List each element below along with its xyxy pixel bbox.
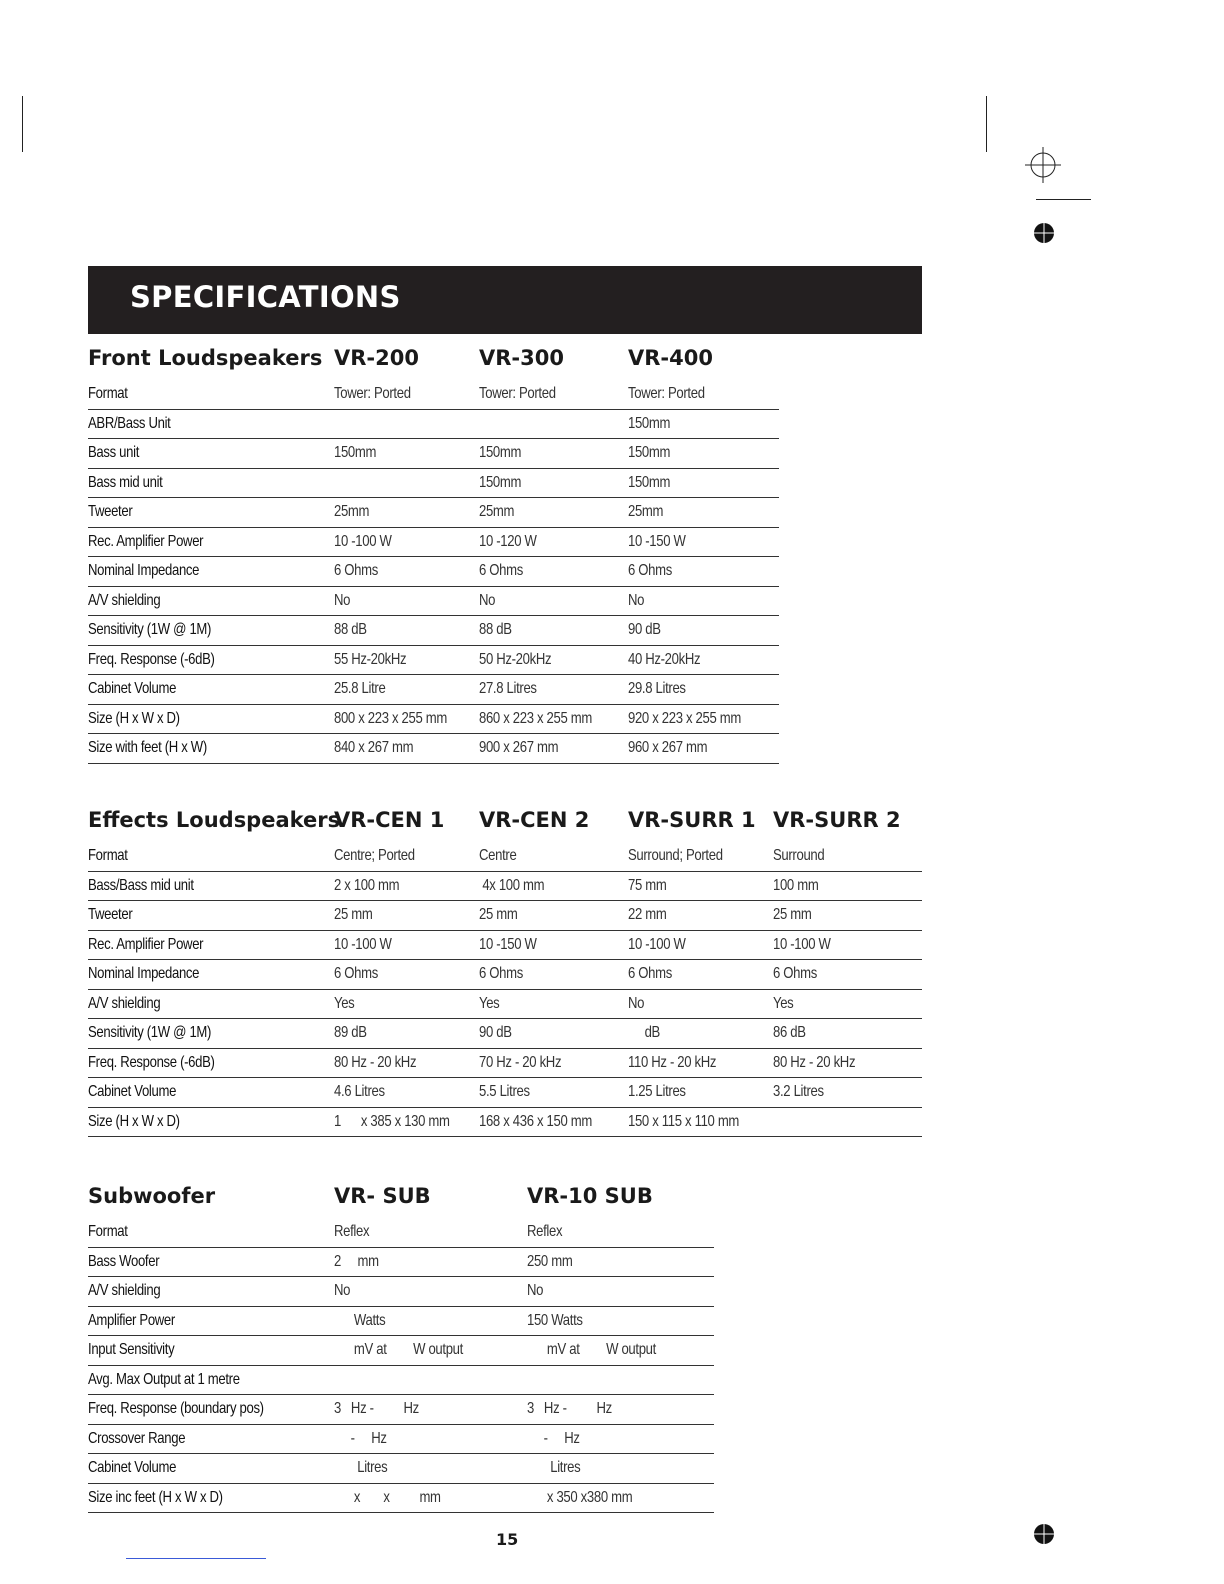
spec-value: 80 Hz - 20 kHz <box>334 1053 417 1071</box>
footer-rule <box>126 1558 266 1559</box>
table-row <box>88 1049 922 1079</box>
spec-value: 90 dB <box>628 621 661 638</box>
spec-value: 89 dB <box>334 1024 367 1041</box>
spec-value: 150mm <box>628 414 671 432</box>
registration-dot-icon-bottom <box>1033 1523 1055 1545</box>
spec-value: 100 mm <box>773 876 819 894</box>
table-row <box>88 675 779 705</box>
model-header: VR-CEN 1 <box>334 808 445 832</box>
table-row <box>88 410 779 440</box>
spec-value: 10 -100 W <box>773 935 831 953</box>
table-row <box>88 1078 922 1108</box>
table-row <box>88 1108 922 1138</box>
spec-label: Input Sensitivity <box>88 1341 175 1358</box>
spec-value: 6 Ohms <box>334 965 378 982</box>
spec-value: No <box>334 591 351 609</box>
spec-value: 80 Hz - 20 kHz <box>773 1053 856 1071</box>
model-header: VR- SUB <box>334 1184 431 1208</box>
spec-label: Format <box>88 1223 128 1240</box>
spec-label: Bass unit <box>88 444 140 461</box>
spec-label: Cabinet Volume <box>88 680 177 697</box>
spec-value: 6 Ohms <box>628 562 672 579</box>
table-row <box>88 1454 714 1484</box>
spec-label: Nominal Impedance <box>88 965 200 982</box>
spec-value: mV at W output <box>334 1341 463 1358</box>
spec-value: 10 -100 W <box>628 935 686 953</box>
table-row <box>88 1218 714 1248</box>
spec-label: A/V shielding <box>88 994 161 1012</box>
spec-label: Cabinet Volume <box>88 1459 177 1476</box>
spec-label: Sensitivity (1W @ 1M) <box>88 1024 212 1041</box>
spec-value: 3 Hz - Hz <box>527 1400 612 1417</box>
table-row <box>88 1307 714 1337</box>
spec-value: 25mm <box>628 503 664 520</box>
spec-value: 150mm <box>628 444 671 461</box>
spec-label: Bass Woofer <box>88 1252 160 1270</box>
spec-value: 150mm <box>628 473 671 491</box>
table-row <box>88 469 779 499</box>
spec-value: 10 -150 W <box>479 935 537 953</box>
spec-value: Litres <box>334 1459 388 1476</box>
spec-value: 25mm <box>479 503 515 520</box>
effects-loudspeakers-table <box>88 808 922 1137</box>
spec-value: 5.5 Litres <box>479 1083 530 1100</box>
front-loudspeakers-table <box>88 346 779 764</box>
spec-value: Surround; Ported <box>628 847 723 864</box>
spec-value: Tower: Ported <box>334 385 411 402</box>
table-row <box>88 1248 714 1278</box>
spec-value: 50 Hz-20kHz <box>479 650 552 668</box>
spec-label: A/V shielding <box>88 1282 161 1299</box>
spec-value: Tower: Ported <box>628 385 705 402</box>
spec-label: Rec. Amplifier Power <box>88 532 204 550</box>
model-header: VR-200 <box>334 346 419 370</box>
spec-label: ABR/Bass Unit <box>88 414 171 432</box>
table-row <box>88 646 779 676</box>
spec-value: 168 x 436 x 150 mm <box>479 1112 592 1130</box>
spec-label: Nominal Impedance <box>88 562 200 579</box>
table-row <box>88 1484 714 1514</box>
spec-value: 150 x 115 x 110 mm <box>628 1112 740 1130</box>
spec-label: Bass/Bass mid unit <box>88 876 194 894</box>
table-row <box>88 901 922 931</box>
table-row <box>88 705 779 735</box>
crop-mark-right <box>986 96 987 152</box>
spec-value: No <box>628 994 645 1012</box>
spec-value: 1 x 385 x 130 mm <box>334 1112 450 1130</box>
table-row <box>88 1395 714 1425</box>
table-row <box>88 990 922 1020</box>
section-title: Effects Loudspeakers <box>88 808 341 832</box>
spec-value: No <box>527 1282 544 1299</box>
table-row <box>88 557 779 587</box>
spec-value: Centre; Ported <box>334 847 415 864</box>
spec-value: 70 Hz - 20 kHz <box>479 1053 562 1071</box>
spec-value: 1.25 Litres <box>628 1083 686 1100</box>
spec-value: No <box>628 591 645 609</box>
spec-value: 860 x 223 x 255 mm <box>479 709 592 727</box>
model-header: VR-10 SUB <box>527 1184 653 1208</box>
spec-value: Yes <box>773 994 794 1012</box>
spec-value: x x mm <box>334 1488 441 1506</box>
spec-value: 150mm <box>479 473 522 491</box>
table-row <box>88 734 779 764</box>
spec-label: Bass mid unit <box>88 473 163 491</box>
crop-mark-right-horizontal <box>1036 199 1091 200</box>
spec-value: 25.8 Litre <box>334 680 386 697</box>
spec-rows <box>88 842 922 1137</box>
table-row <box>88 528 779 558</box>
spec-value: 86 dB <box>773 1024 806 1041</box>
spec-label: A/V shielding <box>88 591 161 609</box>
crop-mark-left <box>22 96 23 152</box>
spec-value: 55 Hz-20kHz <box>334 650 407 668</box>
section-header <box>88 808 922 842</box>
spec-rows <box>88 1218 714 1513</box>
spec-label: Amplifier Power <box>88 1311 175 1329</box>
spec-value: 25 mm <box>334 906 373 923</box>
specifications-banner <box>88 266 922 334</box>
spec-value: 6 Ohms <box>773 965 817 982</box>
model-header: VR-300 <box>479 346 564 370</box>
spec-value: 10 -150 W <box>628 532 686 550</box>
spec-value: 22 mm <box>628 906 667 923</box>
spec-value: Yes <box>479 994 500 1012</box>
page-number: 15 <box>496 1530 519 1549</box>
spec-value: 29.8 Litres <box>628 680 686 697</box>
section-title: Front Loudspeakers <box>88 346 323 370</box>
registration-crosshair-icon <box>1024 146 1062 184</box>
table-row <box>88 1425 714 1455</box>
spec-label: Crossover Range <box>88 1429 186 1447</box>
model-header: VR-SURR 2 <box>773 808 901 832</box>
spec-value: 10 -120 W <box>479 532 537 550</box>
spec-label: Size (H x W x D) <box>88 709 180 727</box>
spec-value: mV at W output <box>527 1341 656 1358</box>
spec-value: 800 x 223 x 255 mm <box>334 709 447 727</box>
spec-value: 10 -100 W <box>334 935 392 953</box>
spec-value: 6 Ohms <box>334 562 378 579</box>
spec-value: Watts <box>334 1311 386 1329</box>
subwoofer-table <box>88 1184 714 1513</box>
section-header <box>88 346 779 380</box>
spec-value: 27.8 Litres <box>479 680 537 697</box>
spec-label: Tweeter <box>88 503 133 520</box>
spec-value: - Hz <box>334 1429 387 1447</box>
spec-value: 2 mm <box>334 1252 379 1270</box>
spec-value: 250 mm <box>527 1252 573 1270</box>
spec-value: Reflex <box>527 1223 563 1240</box>
spec-value: 90 dB <box>479 1024 512 1041</box>
spec-value: 25 mm <box>773 906 812 923</box>
spec-value: 840 x 267 mm <box>334 739 414 756</box>
spec-value: Centre <box>479 847 517 864</box>
spec-value: No <box>334 1282 351 1299</box>
spec-value: 150mm <box>479 444 522 461</box>
table-row <box>88 587 779 617</box>
table-row <box>88 1336 714 1366</box>
model-header: VR-400 <box>628 346 713 370</box>
spec-value: 3 Hz - Hz <box>334 1400 419 1417</box>
spec-label: Cabinet Volume <box>88 1083 177 1100</box>
table-row <box>88 1277 714 1307</box>
spec-value: 40 Hz-20kHz <box>628 650 701 668</box>
spec-value: 920 x 223 x 255 mm <box>628 709 741 727</box>
spec-label: Avg. Max Output at 1 metre <box>88 1370 240 1388</box>
spec-rows <box>88 380 779 764</box>
spec-label: Rec. Amplifier Power <box>88 935 204 953</box>
spec-label: Format <box>88 847 128 864</box>
spec-value: 4.6 Litres <box>334 1083 385 1100</box>
table-row <box>88 498 779 528</box>
spec-label: Tweeter <box>88 906 133 923</box>
spec-value: 25 mm <box>479 906 518 923</box>
spec-label: Freq. Response (boundary pos) <box>88 1400 264 1417</box>
spec-value: 6 Ohms <box>479 965 523 982</box>
spec-label: Freq. Response (-6dB) <box>88 1053 215 1071</box>
spec-value: Yes <box>334 994 355 1012</box>
table-row <box>88 1019 922 1049</box>
table-row <box>88 1366 714 1396</box>
table-row <box>88 380 779 410</box>
spec-value: 150 Watts <box>527 1311 583 1329</box>
spec-value: Tower: Ported <box>479 385 556 402</box>
spec-value: Reflex <box>334 1223 370 1240</box>
spec-value: 6 Ohms <box>479 562 523 579</box>
spec-value: 2 x 100 mm <box>334 876 400 894</box>
table-row <box>88 842 922 872</box>
spec-value: 88 dB <box>479 621 512 638</box>
table-row <box>88 872 922 902</box>
table-row <box>88 960 922 990</box>
spec-label: Format <box>88 385 128 402</box>
model-header: VR-CEN 2 <box>479 808 590 832</box>
section-title: Subwoofer <box>88 1184 216 1208</box>
registration-dot-icon-top <box>1033 222 1055 244</box>
spec-label: Size with feet (H x W) <box>88 739 207 756</box>
spec-value: - Hz <box>527 1429 580 1447</box>
spec-value: 960 x 267 mm <box>628 739 708 756</box>
spec-label: Sensitivity (1W @ 1M) <box>88 621 212 638</box>
spec-value: 150mm <box>334 444 377 461</box>
spec-label: Size (H x W x D) <box>88 1112 180 1130</box>
spec-value: 4x 100 mm <box>479 876 545 894</box>
spec-value: x 350 x380 mm <box>527 1488 633 1506</box>
model-header: VR-SURR 1 <box>628 808 756 832</box>
spec-value: No <box>479 591 496 609</box>
page-title: SPECIFICATIONS <box>130 280 401 314</box>
spec-value: 900 x 267 mm <box>479 739 559 756</box>
spec-label: Size inc feet (H x W x D) <box>88 1488 223 1506</box>
spec-value: 6 Ohms <box>628 965 672 982</box>
table-row <box>88 616 779 646</box>
spec-value: 110 Hz - 20 kHz <box>628 1053 717 1071</box>
spec-value: 88 dB <box>334 621 367 638</box>
table-row <box>88 439 779 469</box>
spec-value: 10 -100 W <box>334 532 392 550</box>
spec-label: Freq. Response (-6dB) <box>88 650 215 668</box>
spec-value: Litres <box>527 1459 581 1476</box>
spec-value: 75 mm <box>628 876 667 894</box>
spec-value: Surround <box>773 847 825 864</box>
spec-value: 3.2 Litres <box>773 1083 824 1100</box>
section-header <box>88 1184 714 1218</box>
spec-value: 25mm <box>334 503 370 520</box>
spec-value: dB <box>628 1024 660 1041</box>
table-row <box>88 931 922 961</box>
